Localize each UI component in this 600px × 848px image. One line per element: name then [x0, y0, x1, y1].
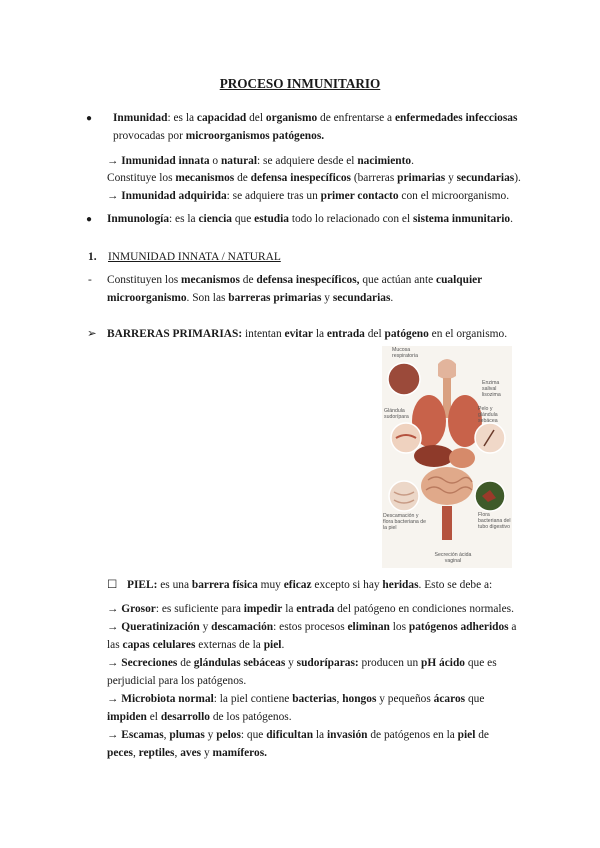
- skin-flora-detail: [389, 481, 419, 511]
- piel-line: PIEL: es una barrera física muy eficaz excepto si hay heridas. Esto se debe a:: [127, 579, 493, 591]
- anatomy-figure: [382, 346, 512, 568]
- intro-line-3: → Inmunidad innata o natural: se adquiere desde el nacimiento.: [107, 155, 414, 167]
- caption-glandula: Glándula sudorípara: [384, 408, 409, 420]
- intro-line-2: provocadas por microorganismos patógenos.: [113, 130, 325, 142]
- piel-point-queratinizacion: → Queratinización y descamación: estos procesos eliminan los patógenos adheridos a: [107, 621, 517, 633]
- intro-line-6: Inmunología: es la ciencia que estudia todo lo relacionado con el sistema inmunitario.: [107, 213, 513, 225]
- piel-point-escamas-cont: peces, reptiles, aves y mamíferos.: [107, 747, 267, 759]
- barreras-line: BARRERAS PRIMARIAS: intentan evitar la entrada del patógeno en el organismo.: [107, 328, 508, 340]
- hair-gland-detail: [475, 423, 505, 453]
- intro-line-4: Constituye los mecanismos de defensa inespecíficos (barreras primarias y secundarias).: [107, 172, 521, 184]
- mucosa-detail: [388, 363, 420, 395]
- piel-point-queratinizacion-cont: las capas celulares externas de la piel.: [107, 639, 285, 651]
- piel-point-secreciones: → Secreciones de glándulas sebáceas y sudoríparas: producen un pH ácido que es: [107, 657, 497, 669]
- caption-secrecion: Secreción ácida vaginal: [434, 552, 472, 564]
- page-title: PROCESO INMUNITARIO: [219, 76, 381, 91]
- caption-mucosa: Mucosa respiratoria: [392, 347, 418, 359]
- checkbox-icon: ☐: [107, 579, 118, 591]
- section-heading: INMUNIDAD INNATA / NATURAL: [108, 251, 281, 263]
- intro-line-1: Inmunidad: es la capacidad del organismo de enfrentarse a enfermedades infecciosas: [113, 112, 518, 124]
- head-shape: [438, 359, 456, 379]
- sweat-gland-detail: [391, 423, 421, 453]
- section1-line-1: Constituyen los mecanismos de defensa inespecíficos, que actúan ante cualquier: [107, 274, 483, 286]
- caption-enzima: Enzima salival lisozima: [482, 380, 501, 398]
- section1-line-2: microorganismo. Son las barreras primarias y secundarias.: [107, 292, 394, 304]
- liver-shape: [414, 445, 454, 467]
- piel-point-escamas: → Escamas, plumas y pelos: que dificultan la invasión de patógenos en la piel de: [107, 729, 489, 741]
- piel-point-grosor: → Grosor: es suficiente para impedir la entrada del patógeno en condiciones normales.: [107, 603, 514, 615]
- stomach-shape: [449, 448, 475, 468]
- piel-point-secreciones-cont: perjudicial para los patógenos.: [107, 675, 247, 687]
- arrow-bullet-icon: ➢: [87, 328, 97, 340]
- caption-pelo: Pelo y glándula sebácea: [478, 406, 498, 424]
- caption-descamacion: Descamación y flora bacteriana de la piel: [383, 513, 426, 531]
- bullet-dot: ●: [86, 214, 93, 225]
- caption-flora: Flora bacteriana del tubo digestivo: [478, 512, 511, 530]
- dash-marker: -: [88, 274, 92, 286]
- piel-point-microbiota: → Microbiota normal: la piel contiene bacterias, hongos y pequeños ácaros que: [107, 693, 485, 705]
- bullet-dot: ●: [86, 113, 93, 124]
- intro-line-5: → Inmunidad adquirida: se adquiere tras un primer contacto con el microorganismo.: [107, 190, 510, 202]
- piel-point-microbiota-cont: impiden el desarrollo de los patógenos.: [107, 711, 292, 723]
- lower-tract-shape: [442, 506, 452, 540]
- section-number: 1.: [88, 251, 97, 263]
- intestines-shape: [421, 467, 473, 505]
